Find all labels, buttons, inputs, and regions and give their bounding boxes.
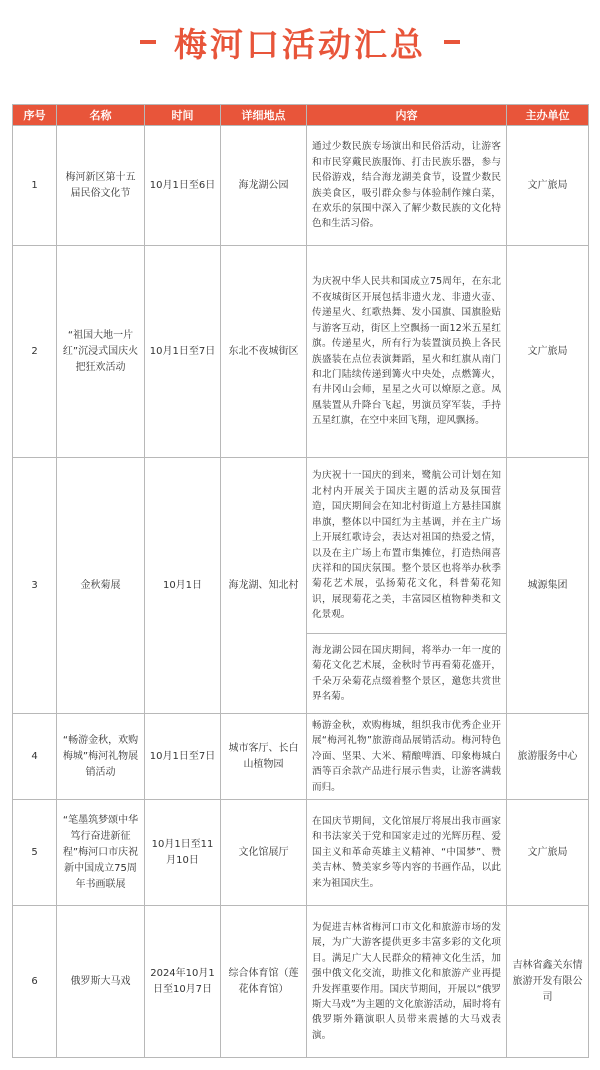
cell-host: 旅游服务中心 — [507, 714, 589, 800]
cell-location: 文化馆展厅 — [221, 800, 307, 906]
cell-time: 10月1日至6日 — [145, 126, 221, 246]
cell-content: 通过少数民族专场演出和民俗活动，让游客和市民穿戴民族服饰、打击民族乐器，参与民俗游戏，结合海龙湖美食节，设置少数民族美食区，吸引群众参与体验制作辣白菜，在欢乐的氛围中深入了解少数民族的文化特色和生活习俗。 — [307, 126, 507, 246]
cell-content: 为促进吉林省梅河口市文化和旅游市场的发展，为广大游客提供更多丰富多彩的文化项目。满足广大人民群众的精神文化生活，加强中俄文化交流，助推文化和旅游产业再提升发挥重要作用。国庆节期间，开展以“俄罗斯大马戏”为主题的文化旅游活动，届时将有俄罗斯外籍演职人员带来震撼的大马戏表演。 — [307, 906, 507, 1058]
header-name: 名称 — [57, 105, 145, 126]
cell-time: 10月1日至7日 — [145, 714, 221, 800]
cell-time: 10月1日至7日 — [145, 246, 221, 458]
table-row — [13, 906, 589, 1058]
header-host: 主办单位 — [507, 105, 589, 126]
cell-content: 为庆祝中华人民共和国成立75周年，在东北不夜城街区开展包括非遗火龙、非遗火壶、传递星火、红歌热舞、发小国旗、国旗脸贴与游客互动，街区上空飘扬一面12米五星红旗。传递星火，所有行为装置演员换上各民族盛装在点位表演舞蹈，星火和红旗从南门和北门陆续传递到篝火中央处，点燃篝火，有井冈山会师，星星之火可以燎原之意。凤凰装置从升降台飞起，男演员穿军装，手持五星红旗，在空中来回飞翔，迎风飘扬。 — [307, 246, 507, 458]
cell-time: 2024年10月1日至10月7日 — [145, 906, 221, 1058]
cell-content: 海龙湖公园在国庆期间，将举办一年一度的菊花文化艺术展，金秋时节再看菊花盛开，千朵万朵菊花点缀着整个景区，邀您共赏世界名菊。 — [307, 634, 507, 714]
cell-host: 文广旅局 — [507, 126, 589, 246]
header-content: 内容 — [307, 105, 507, 126]
cell-no: 4 — [13, 714, 57, 800]
title-bar — [0, 0, 600, 84]
page-title: 梅河口活动汇总 — [174, 24, 426, 64]
table-row — [13, 714, 589, 800]
title-dash-right — [444, 40, 460, 44]
table-row — [13, 126, 589, 246]
cell-no: 3 — [13, 458, 57, 714]
cell-name: 金秋菊展 — [57, 458, 145, 714]
cell-host: 吉林省鑫关东情旅游开发有限公司 — [507, 906, 589, 1058]
cell-no: 2 — [13, 246, 57, 458]
events-table — [12, 104, 589, 1058]
header-no: 序号 — [13, 105, 57, 126]
cell-time: 10月1日 — [145, 458, 221, 714]
cell-time: 10月1日至11月10日 — [145, 800, 221, 906]
cell-no: 1 — [13, 126, 57, 246]
cell-content: 畅游金秋，欢购梅城，组织我市优秀企业开展“梅河礼物”旅游商品展销活动。梅河特色冷面、坚果、大米、精酿啤酒、印象梅城白酒等百余款产品进行展示售卖，让游客满载而归。 — [307, 714, 507, 800]
table-row — [13, 800, 589, 906]
cell-name: “畅游金秋，欢购梅城”梅河礼物展销活动 — [57, 714, 145, 800]
table-header-row — [13, 105, 589, 126]
cell-location: 东北不夜城街区 — [221, 246, 307, 458]
cell-host: 城源集团 — [507, 458, 589, 714]
table-row — [13, 246, 589, 458]
title-dash-left — [140, 40, 156, 44]
cell-location: 海龙湖、知北村 — [221, 458, 307, 714]
cell-no: 6 — [13, 906, 57, 1058]
cell-content: 为庆祝十一国庆的到来，鹭航公司计划在知北村内开展关于国庆主题的活动及氛围营造，国庆期间会在知北村街道上方悬挂国旗串旗，整体以中国红为主基调，并在主广场上开展红歌诗会，表达对祖国的热爱之情，以及在主广场上布置市集摊位，打造热闹喜庆祥和的国庆氛围。整个景区也将举办秋季菊花艺术展，弘扬菊花文化，科普菊花知识，展现菊花之美，丰富园区植物种类和文化景观。 — [307, 458, 507, 634]
cell-name: “祖国大地一片红”沉浸式国庆火把狂欢活动 — [57, 246, 145, 458]
cell-content: 在国庆节期间，文化馆展厅将展出我市画家和书法家关于党和国家走过的光辉历程、爱国主义和革命英雄主义精神、“中国梦”、赞美吉林、赞美家乡等内容的书画作品，以此来为祖国庆生。 — [307, 800, 507, 906]
header-time: 时间 — [145, 105, 221, 126]
table-row — [13, 458, 589, 634]
cell-location: 综合体育馆（莲花体育馆） — [221, 906, 307, 1058]
cell-host: 文广旅局 — [507, 246, 589, 458]
cell-location: 海龙湖公园 — [221, 126, 307, 246]
cell-name: 梅河新区第十五届民俗文化节 — [57, 126, 145, 246]
cell-name: 俄罗斯大马戏 — [57, 906, 145, 1058]
cell-host: 文广旅局 — [507, 800, 589, 906]
cell-location: 城市客厅、长白山植物园 — [221, 714, 307, 800]
cell-name: “笔墨筑梦颂中华 笃行奋进新征程”梅河口市庆祝新中国成立75周年书画联展 — [57, 800, 145, 906]
cell-no: 5 — [13, 800, 57, 906]
header-location: 详细地点 — [221, 105, 307, 126]
